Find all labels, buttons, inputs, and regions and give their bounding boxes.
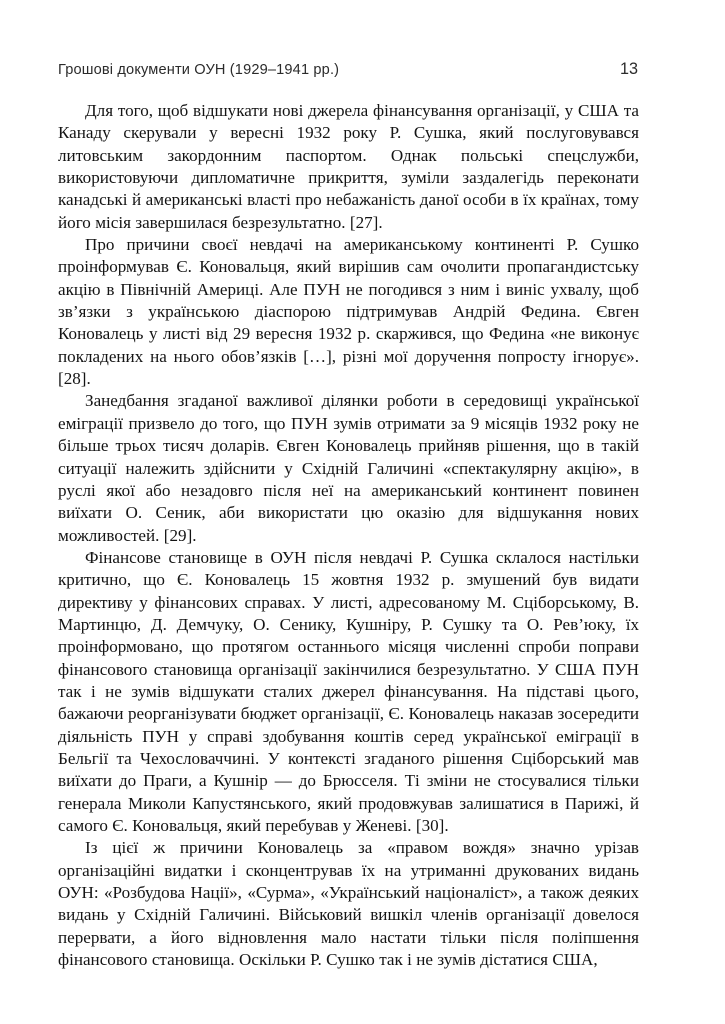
running-head-title: Грошові документи ОУН (1929–1941 рр.) bbox=[58, 62, 340, 78]
paragraph: Занедбання згаданої важливої ділянки роботи в середовищі української еміграції призвело до того, що ПУН зумів отримати за 9 місяців 1932 року не більше трьох тисяч доларів. Євген Коновалець прийняв рішення, що в такій ситуації належить здійснити у Східній Галичині «спектакулярну акцію», в руслі якої або незадовго після неї на американський континент повинен виїхати О. Сеник, аби використати цю оказію для відшукання нових можливостей. [29]. bbox=[58, 391, 639, 545]
running-head bbox=[58, 59, 638, 83]
page-number: 13 bbox=[619, 60, 638, 78]
paragraph: Для того, щоб відшукати нові джерела фінансування організації, у США та Канаду скерували у вересні 1932 року Р. Сушка, який послуговувався литовським закордонним паспортом. Однак польські спецслужби, використовуючи дипломатичне прикриття, зуміли заздалегідь переконати канадські й американські власті про небажаність даної особи в їх країнах, тому його місія завершилася безрезультатно. [27]. bbox=[58, 101, 639, 232]
paragraph: Фінансове становище в ОУН після невдачі Р. Сушка склалося настільки критично, що Є. Коновалець 15 жовтня 1932 р. змушений був видати директиву у фінансових справах. У листі, адресованому М. Сціборському, В. Мартинцю, Д. Демчуку, О. Сенику, Кушніру, Р. Сушку та О. Рев’юку, їх проінформовано, що протягом останнього місяця численні спроби поправи фінансового становища організації закінчилися безрезультатно. У США ПУН так і не зумів відшукати сталих джерел фінансування. На підставі цього, бажаючи реорганізувати бюджет організації, Є. Коновалець наказав зосередити діяльність ПУН у справі здобування коштів серед української еміграції в Бельгії та Чехословаччині. У контексті згаданого рішення Сціборський мав виїхати до Праги, а Кушнір — до Брюсселя. Ті зміни не стосувалися тільки генерала Миколи Капустянського, який продовжував залишатися в Парижі, й самого Є. Коновальця, який перебував у Женеві. [30]. bbox=[58, 547, 639, 835]
body-text bbox=[58, 100, 639, 971]
paragraph: Про причини своєї невдачі на американському континенті Р. Сушко проінформував Є. Коновальця, який вирішив сам очолити пропагандистську акцію в Північній Америці. Але ПУН не погодився з ним і виніс ухвалу, щоб зв’язки з українською діаспорою підтримував Андрій Федина. Євген Коновалець у листі від 29 вересня 1932 р. скаржився, що Федина «не виконує покладених на нього обов’язків […], різні мої доручення попросту ігнорує». [28]. bbox=[58, 235, 639, 389]
paragraph: Із цієї ж причини Коновалець за «правом вождя» значно урізав організаційні видатки і сконцентрував їх на утриманні друкованих видань ОУН: «Розбудова Нації», «Сурма», «Український націоналіст», а також деяких видань у Східній Галичині. Військовий вишкіл членів організації довелося перервати, а його відновлення мало настати тільки після поліпшення фінансового становища. Оскільки Р. Сушко так і не зумів дістатися США, bbox=[58, 838, 639, 970]
